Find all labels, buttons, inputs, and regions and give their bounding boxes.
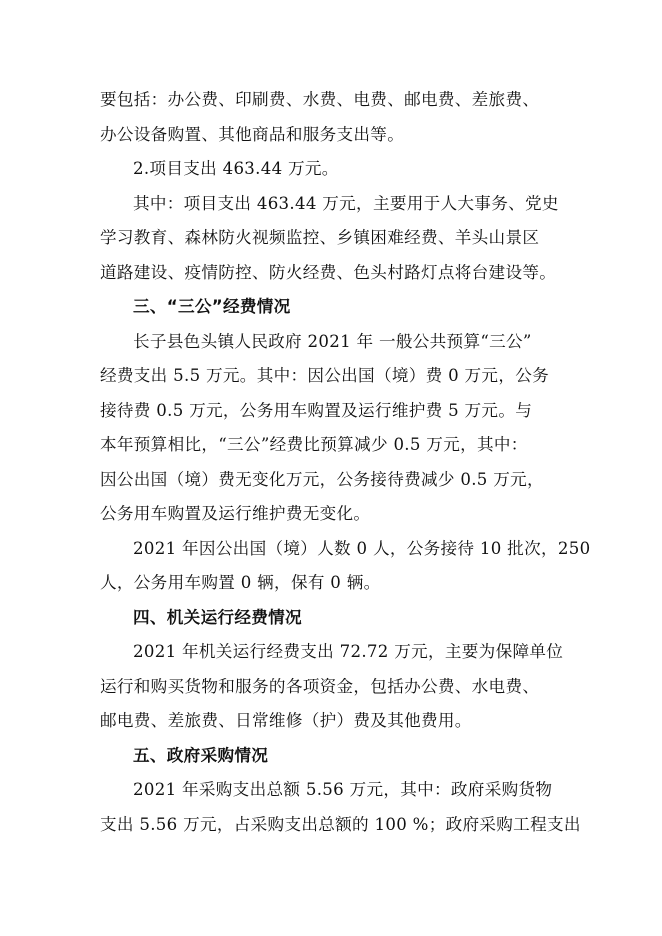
text-line: 长子县色头镇人民政府 2021 年 一般公共预算“三公” <box>133 332 532 351</box>
text-line: 学习教育、森林防火视频监控、乡镇困难经费、羊头山景区 <box>100 228 540 247</box>
text-line: 接待费 0.5 万元，公务用车购置及运行维护费 5 万元。与 <box>100 401 533 420</box>
section-heading-five: 五、政府采购情况 <box>133 746 269 765</box>
text-line: 经费支出 5.5 万元。其中：因公出国（境）费 0 万元，公务 <box>100 366 550 385</box>
text-line: 2021 年采购支出总额 5.56 万元，其中：政府采购货物 <box>133 780 553 799</box>
text-line: 要包括：办公费、印刷费、水费、电费、邮电费、差旅费、 <box>100 90 540 109</box>
text-line: 道路建设、疫情防控、防火经费、色头村路灯点将台建设等。 <box>100 263 557 282</box>
text-line: 2021 年因公出国（境）人数 0 人，公务接待 10 批次，250 <box>133 539 591 558</box>
text-line: 公务用车购置及运行维护费无变化。 <box>100 504 371 523</box>
text-line: 邮电费、差旅费、日常维修（护）费及其他费用。 <box>100 711 472 730</box>
text-line: 本年预算相比，“三公”经费比预算减少 0.5 万元，其中： <box>100 435 528 454</box>
text-line: 运行和购买货物和服务的各项资金，包括办公费、水电费、 <box>100 677 540 696</box>
text-line: 其中：项目支出 463.44 万元，主要用于人大事务、党史 <box>133 194 559 213</box>
text-line: 支出 5.56 万元，占采购支出总额的 100 %；政府采购工程支出 <box>100 815 581 834</box>
section-heading-four: 四、机关运行经费情况 <box>133 608 302 627</box>
text-line: 办公设备购置、其他商品和服务支出等。 <box>100 125 405 144</box>
text-line: 因公出国（境）费无变化万元，公务接待费减少 0.5 万元， <box>100 470 544 489</box>
text-line: 人，公务用车购置 0 辆，保有 0 辆。 <box>100 573 381 592</box>
text-line: 2.项目支出 463.44 万元。 <box>133 159 339 178</box>
text-line: 2021 年机关运行经费支出 72.72 万元，主要为保障单位 <box>133 642 564 661</box>
section-heading-three: 三、“三公”经费情况 <box>133 297 291 316</box>
